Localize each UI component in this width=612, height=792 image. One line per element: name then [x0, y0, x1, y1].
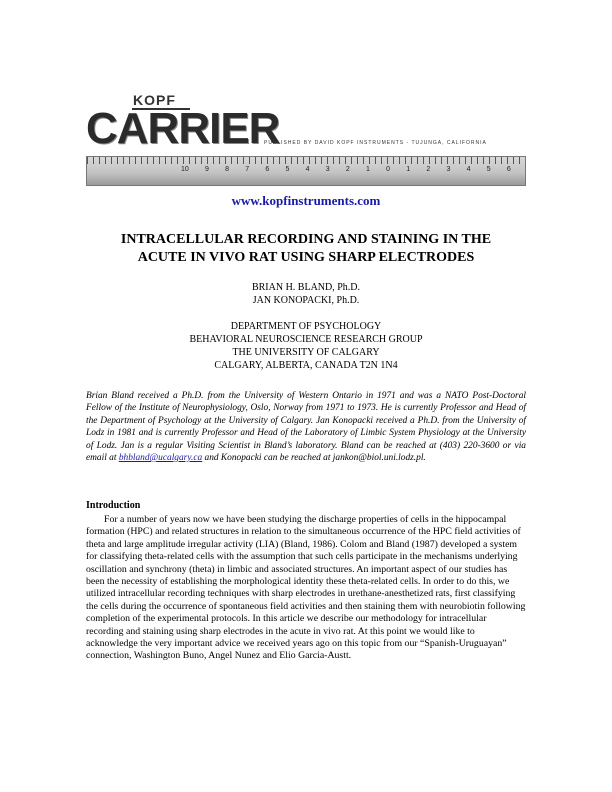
affiliation-line: THE UNIVERSITY OF CALGARY — [232, 347, 380, 358]
author-name: BRIAN H. BLAND, Ph.D. — [251, 282, 361, 293]
affiliation-line: DEPARTMENT OF PSYCHOLOGY — [230, 321, 382, 332]
ruler-number: 3 — [446, 166, 451, 173]
ruler-number: 9 — [205, 166, 209, 173]
ruler-number: 4 — [305, 166, 310, 173]
affiliation-line: CALGARY, ALBERTA, CANADA T2N 1N4 — [214, 360, 398, 371]
ruler-number: 1 — [366, 166, 370, 173]
affiliation-line: BEHAVIORAL NEUROSCIENCE RESEARCH GROUP — [189, 334, 423, 345]
author-bio — [86, 390, 526, 464]
authors-block — [0, 281, 612, 307]
publisher-line: PUBLISHED BY DAVID KOPF INSTRUMENTS - TUJUNGA, CALIFORNIA — [264, 140, 487, 146]
ruler-number: 6 — [265, 166, 270, 173]
title-line: INTRACELLULAR RECORDING AND STAINING IN THE — [120, 232, 492, 247]
ruler-numbers — [181, 166, 511, 178]
ruler-graphic — [86, 156, 526, 186]
ruler-number: 6 — [506, 166, 511, 173]
article-title — [40, 231, 572, 267]
section-heading-introduction: Introduction — [86, 500, 141, 511]
website-link[interactable]: www.kopfinstruments.com — [231, 193, 381, 208]
ruler-number: 8 — [225, 166, 230, 173]
title-line: ACUTE IN VIVO RAT USING SHARP ELECTRODES — [137, 250, 475, 265]
affiliation-block — [0, 320, 612, 372]
email-link[interactable]: bhbland@ucalgary.ca — [118, 453, 203, 464]
ruler-number: 4 — [466, 166, 471, 173]
ruler-number: 2 — [426, 166, 431, 173]
ruler-number: 3 — [325, 166, 330, 173]
ruler-number: 7 — [245, 166, 250, 173]
ruler-number: 5 — [486, 166, 491, 173]
ruler-ticks — [87, 157, 525, 164]
ruler-number: 1 — [406, 166, 411, 173]
ruler-number: 5 — [285, 166, 290, 173]
bio-text-end: and Konopacki can be reached at jankon@biol.uni.lodz.pl. — [202, 453, 426, 464]
ruler-number: 2 — [345, 166, 350, 173]
kopf-logo-text: KOPF — [133, 92, 176, 108]
carrier-logo-text: CARRIER — [86, 104, 280, 153]
intro-paragraph: For a number of years now we have been studying the discharge properties of cells in the hippocampal formation (HPC) and related structures in relation to the simultaneous occurrence of the HPC field activities of theta and large amplitude irregular activity (LIA) (Bland, 1986). Colom and Bland (1987) developed a system for classifying theta-related cells with the assumption that such cells participate in the mechanisms underlying oscillation and synchrony (theta) in limbic and associated structures. An important aspect of our studies has been the necessity of establishing the morphological identity these theta-related cells. In order to do this, we utilized intracellular recording techniques with sharp electrodes in urethane-anesthetized rats, first classifying the cells during the occurrence of spontaneous field activities and then staining them with neurobiotin following completion of the experimental protocols. In this article we describe our methodology for intracellular recording and staining using sharp electrodes in the acute in vivo rat. At this point we would like to acknowledge the very important advice we received years ago on this topic from our “Spanish-Uruguayan” connection, Washington Buno, Angel Nunez and Elio Garcia-Austt. — [86, 514, 526, 662]
ruler-number: 10 — [181, 166, 189, 173]
ruler-number: 0 — [386, 166, 391, 173]
bio-text: Brian Bland received a Ph.D. from the University of Western Ontario in 1971 and was a NATO Post-Doctoral Fellow of the Institute of Neurophysiology, Oslo, Norway from 1971 to 1973. He is currently Professor and Head of the Department of Psychology at the University of Calgary. Jan Konopacki received a Ph.D. from the University of Lodz in 1981 and is currently Professor and Head of the Laboratory of Limbic System Physiology at the University of Lodz. Jan is a regular Visiting Scientist in Bland’s laboratory. Bland can be reached at (403) 220-3600 or via email at — [86, 391, 526, 464]
kopf-carrier-masthead — [86, 92, 526, 190]
author-name: JAN KONOPACKI, Ph.D. — [252, 295, 360, 306]
